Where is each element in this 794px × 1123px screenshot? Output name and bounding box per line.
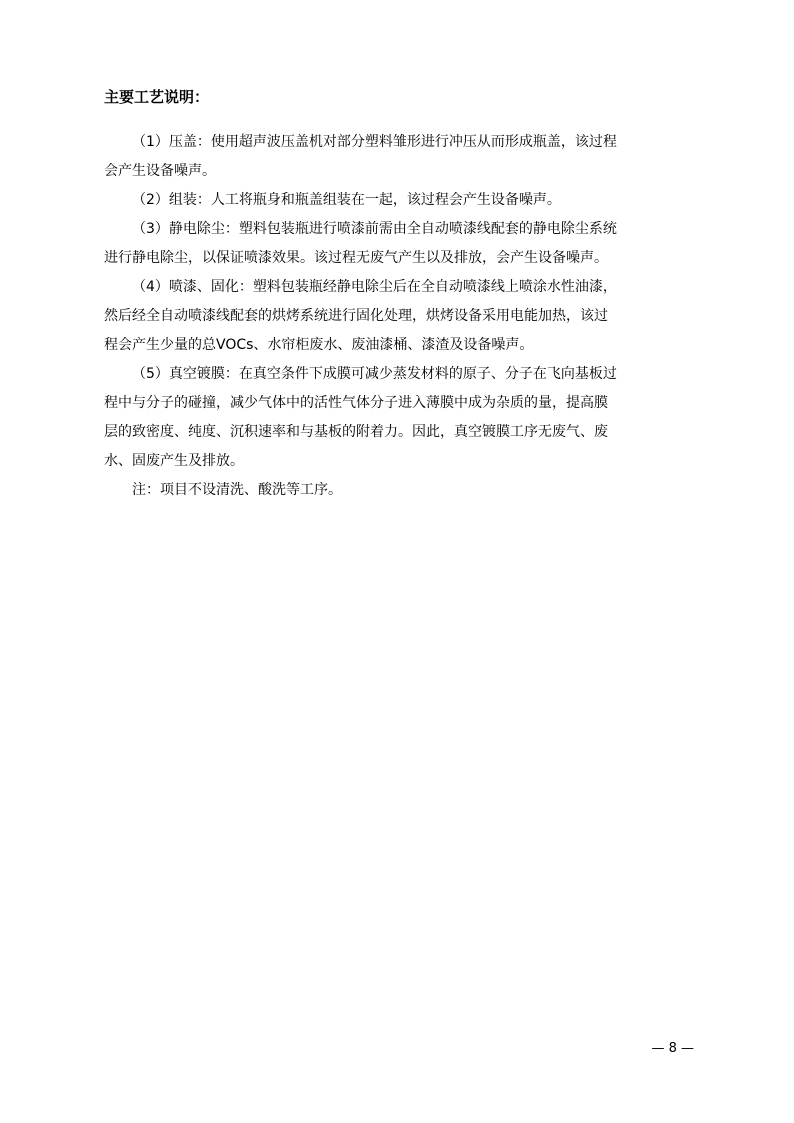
page-number: — 8 — bbox=[651, 1041, 694, 1056]
paragraph-line: （3）静电除尘：塑料包装瓶进行喷漆前需由全自动喷漆线配套的静电除尘系统 bbox=[132, 221, 617, 237]
paragraph-line: 进行静电除尘，以保证喷漆效果。该过程无废气产生以及排放，会产生设备噪声。 bbox=[104, 250, 608, 266]
paragraph-line: （4）喷漆、固化：塑料包装瓶经静电除尘后在全自动喷漆线上喷涂水性油漆， bbox=[132, 279, 617, 295]
note-paragraph bbox=[104, 476, 692, 505]
process-paragraph-1 bbox=[104, 128, 692, 186]
paragraph-line: （5）真空镀膜：在真空条件下成膜可减少蒸发材料的原子、分子在飞向基板过 bbox=[132, 366, 617, 382]
document-body bbox=[104, 86, 692, 505]
paragraph-line: 会产生设备噪声。 bbox=[104, 163, 216, 179]
paragraph-line: （1）压盖：使用超声波压盖机对部分塑料雏形进行冲压从而形成瓶盖，该过程 bbox=[132, 134, 617, 150]
process-paragraph-3 bbox=[104, 215, 692, 273]
paragraph-line: 水、固废产生及排放。 bbox=[104, 453, 244, 469]
paragraph-line: （2）组装：人工将瓶身和瓶盖组装在一起，该过程会产生设备噪声。 bbox=[132, 192, 561, 208]
paragraph-line: 程会产生少量的总VOCs、水帘柜废水、废油漆桶、漆渣及设备噪声。 bbox=[104, 337, 534, 353]
process-paragraph-2 bbox=[104, 186, 692, 215]
process-paragraph-5 bbox=[104, 360, 692, 476]
paragraph-line: 然后经全自动喷漆线配套的烘烤系统进行固化处理，烘烤设备采用电能加热，该过 bbox=[104, 308, 608, 324]
paragraph-line: 程中与分子的碰撞，减少气体中的活性气体分子进入薄膜中成为杂质的量，提高膜 bbox=[104, 395, 608, 411]
paragraph-line: 层的致密度、纯度、沉积速率和与基板的附着力。因此，真空镀膜工序无废气、废 bbox=[104, 424, 608, 440]
section-heading: 主要工艺说明： bbox=[104, 88, 210, 106]
process-paragraph-4 bbox=[104, 273, 692, 360]
paragraph-line: 注：项目不设清洗、酸洗等工序。 bbox=[132, 482, 342, 498]
